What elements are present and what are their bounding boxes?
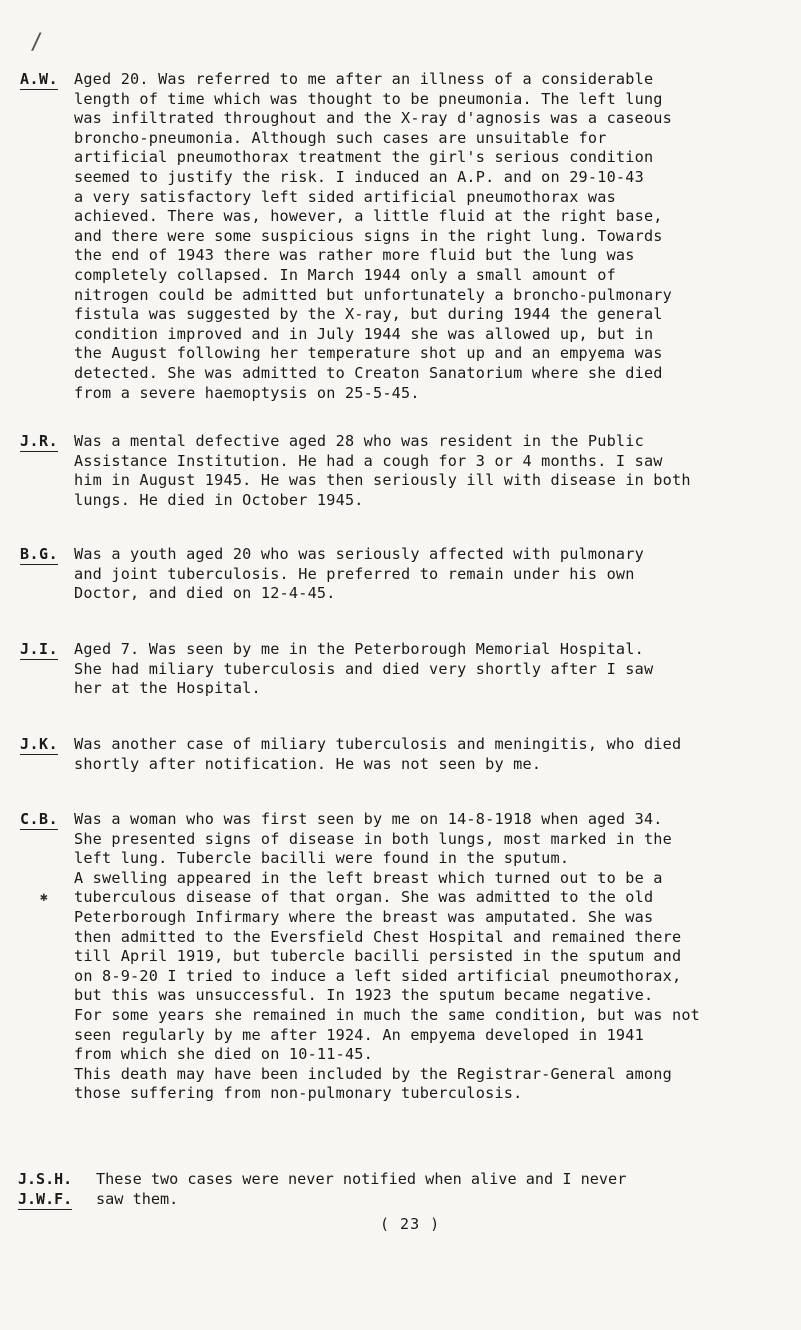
case-text: Was a woman who was first seen by me on 14-8-1918 when aged 34. She presented signs of disease in both lungs, most marked in the left lung. Tubercle bacilli were found in the sputum. A swelling appeared in the left breast which turned out to be a tuberculous disease of that organ. She was admitted to the old Peterborough Infirmary where the breast was amputated. She was then admitted to the Eversfield Chest Hospital and remained there till April 1919, but tubercle bacilli persisted in the sputum and on 8-9-20 I tried to induce a left sided artificial pneumothorax, but this was unsuccessful. In 1923 the sputum became negative. For some years she remained in much the same condition, but was not seen regularly by me after 1924. An empyema developed in 1941 from which she died on 10-11-45. This death may have been included by the Registrar-General among those suffering from non-pulmonary tuberculosis. (74, 810, 701, 1103)
case-text: Was a youth aged 20 who was seriously affected with pulmonary and joint tuberculosis. He preferred to remain under his own Doctor, and died on 12-4-45. (74, 545, 644, 603)
case-text: Aged 7. Was seen by me in the Peterborough Memorial Hospital. She had miliary tuberculosis and died very shortly after I saw her at the Hospital. (74, 640, 654, 698)
footer-text: These two cases were never notified when alive and I never saw them. (96, 1170, 627, 1208)
margin-asterisk-icon: ✱ (40, 890, 48, 905)
case-label: A.W. (20, 70, 59, 88)
footer-label-second: J.W.F. (18, 1190, 72, 1211)
case-label: J.I. (20, 640, 59, 658)
case-label: J.K. (20, 735, 59, 753)
case-text: Aged 20. Was referred to me after an illness of a considerable length of time which was thought to be pneumonia. The left lung was infiltrated throughout and the X-ray d'agnosis was a caseous broncho-pneumonia. Although such cases are unsuitable for artificial pneumothorax treatment the girl's serious condition seemed to justify the risk. I induced an A.P. and on 29-10-43 a very satisfactory left sided artificial pneumothorax was achieved. There was, however, a little fluid at the right base, and there were some suspicious signs in the right lung. Towards the end of 1943 there was rather more fluid but the lung was completely collapsed. In March 1944 only a small amount of nitrogen could be admitted but unfortunately a broncho-pulmonary fistula was suggested by the X-ray, but during 1944 the general condition improved and in July 1944 she was allowed up, but in the August following her temperature shot up and an empyema was detected. She was admitted to Creaton Sanatorium where she died from a severe haemoptysis on 25-5-45. (74, 70, 672, 402)
corner-mark: / (30, 30, 44, 55)
case-label: C.B. (20, 810, 59, 828)
case-label: J.R. (20, 432, 59, 450)
footer-labels (18, 1170, 72, 1210)
footer-label-first: J.S.H. (18, 1170, 73, 1188)
case-text: Was another case of miliary tuberculosis and meningitis, who died shortly after notification. He was not seen by me. (74, 735, 682, 773)
case-label: B.G. (20, 545, 59, 563)
page-number: ( 23 ) (380, 1215, 441, 1233)
case-text: Was a mental defective aged 28 who was resident in the Public Assistance Institution. He had a cough for 3 or 4 months. I saw him in August 1945. He was then seriously ill with disease in both lungs. He died in October 1945. (74, 432, 691, 509)
